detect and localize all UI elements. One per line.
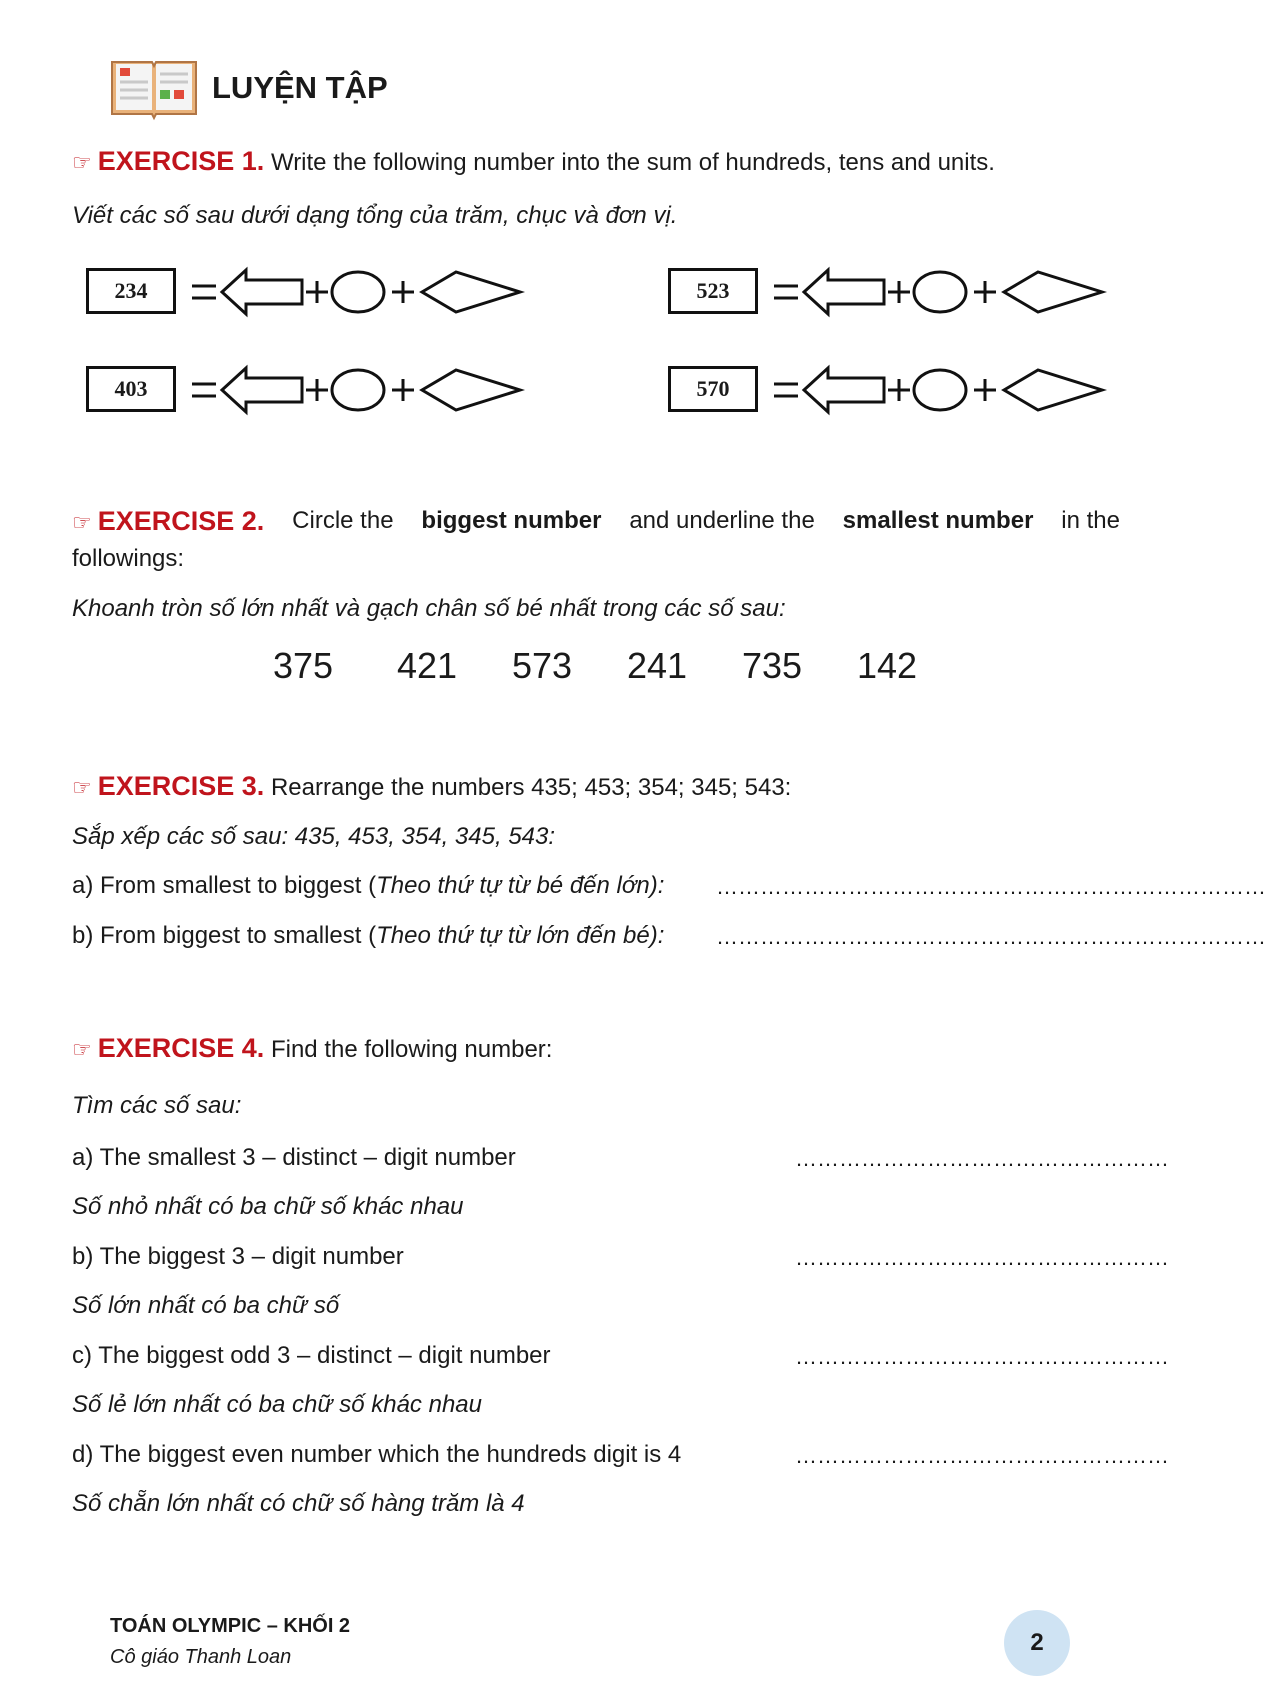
exercise-1-text: Write the following number into the sum of hundreds, tens and units.: [270, 149, 995, 176]
exercise-3-vi: Sắp xếp các số sau: 435, 453, 354, 345, 543:: [72, 823, 556, 850]
answer-line[interactable]: ……………………………………………: [795, 1245, 1169, 1270]
exercise-2-text: in the: [1061, 507, 1120, 534]
footer-title: TOÁN OLYMPIC – KHỐI 2: [110, 1615, 351, 1637]
exercise-4-vi: Tìm các số sau:: [72, 1092, 242, 1119]
exercise-4-item-vi: Số chẵn lớn nhất có chữ số hàng trăm là 4: [72, 1490, 525, 1517]
exercise-4-label: EXERCISE 4.: [97, 1033, 265, 1063]
exercise-2-heading: [72, 506, 1120, 538]
pointing-hand-icon: ☞: [72, 150, 92, 175]
exercise-4-heading: [72, 1033, 552, 1065]
number-item: 375: [273, 645, 334, 686]
number-item: 421: [397, 645, 458, 686]
exercise-3-a: [72, 871, 664, 901]
answer-line[interactable]: ……………………………………………: [795, 1146, 1169, 1171]
page-title: LUYỆN TẬP: [212, 70, 388, 105]
exercise-2-vi: Khoanh tròn số lớn nhất và gạch chân số bé nhất trong các số sau:: [72, 595, 786, 622]
exercise-1-heading: [72, 146, 995, 178]
number-box: 523: [668, 268, 758, 314]
exercise-3-b-vi: Theo thứ tự từ lớn đến bé):: [376, 922, 665, 949]
number-box: 403: [86, 366, 176, 412]
exercise-4-item-vi: Số lớn nhất có ba chữ số: [72, 1292, 340, 1319]
exercise-4-text: Find the following number:: [270, 1036, 553, 1063]
number-box: 570: [668, 366, 758, 412]
pointing-hand-icon: ☞: [72, 1037, 92, 1062]
exercise-4-item: d) The biggest even number which the hundreds digit is 4: [72, 1441, 682, 1468]
exercise-4-item: c) The biggest odd 3 – distinct – digit number: [72, 1342, 551, 1369]
answer-line[interactable]: …………………………………………………………………: [716, 924, 1266, 949]
exercise-2-text: and underline the: [629, 507, 815, 534]
exercise-3-b: [72, 921, 664, 951]
exercise-4-item: b) The biggest 3 – digit number: [72, 1243, 404, 1270]
page-number: [1004, 1610, 1070, 1676]
number-item: 142: [857, 645, 918, 686]
exercise-3-label: EXERCISE 3.: [97, 771, 265, 801]
exercise-4-item: a) The smallest 3 – distinct – digit number: [72, 1144, 516, 1171]
page-number-text: 2: [1030, 1629, 1044, 1656]
exercise-3-heading: [72, 771, 791, 803]
exercise-2-bold: biggest number: [421, 507, 602, 534]
shape-equation: [768, 360, 1108, 420]
exercise-2-text: Circle the: [292, 507, 394, 534]
number-box: 234: [86, 268, 176, 314]
answer-line[interactable]: ……………………………………………: [795, 1344, 1169, 1369]
exercise-2-bold: smallest number: [842, 507, 1034, 534]
shape-equation: [768, 262, 1108, 322]
exercise-4-item-vi: Số nhỏ nhất có ba chữ số khác nhau: [72, 1193, 464, 1220]
pointing-hand-icon: ☞: [72, 510, 92, 535]
exercise-2-text-cont: followings:: [72, 545, 185, 572]
book-icon: [110, 58, 198, 125]
exercise-3-b-en: b) From biggest to smallest (: [72, 922, 377, 949]
exercise-2-label: EXERCISE 2.: [97, 506, 265, 536]
exercise-4-item-vi: Số lẻ lớn nhất có ba chữ số khác nhau: [72, 1391, 482, 1418]
pointing-hand-icon: ☞: [72, 775, 92, 800]
number-item: 735: [742, 645, 803, 686]
exercise-1-vi: Viết các số sau dưới dạng tổng của trăm, chục và đơn vị.: [72, 202, 678, 229]
shape-equation: [186, 360, 526, 420]
exercise-1-label: EXERCISE 1.: [97, 146, 265, 176]
exercise-3-a-en: a) From smallest to biggest (: [72, 872, 377, 899]
answer-line[interactable]: ……………………………………………: [795, 1443, 1169, 1468]
number-item: 573: [512, 645, 573, 686]
answer-line[interactable]: …………………………………………………………………: [716, 874, 1266, 899]
footer-author: Cô giáo Thanh Loan: [110, 1646, 292, 1668]
exercise-3-a-vi: Theo thứ tự từ bé đến lớn):: [376, 872, 665, 899]
number-item: 241: [627, 645, 688, 686]
shape-equation: [186, 262, 526, 322]
exercise-3-text: Rearrange the numbers 435; 453; 354; 345; 543:: [270, 774, 792, 801]
